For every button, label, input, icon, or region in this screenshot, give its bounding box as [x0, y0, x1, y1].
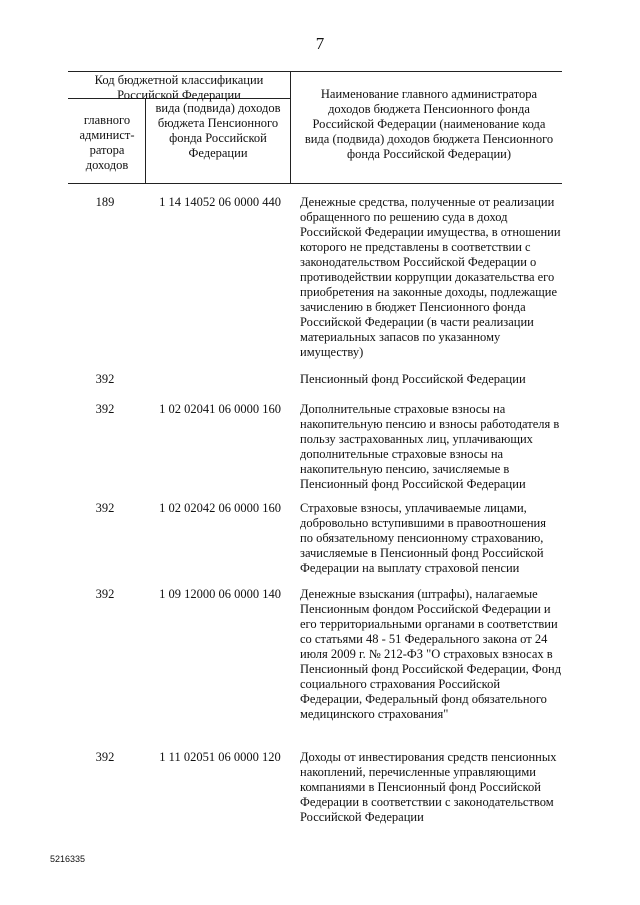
row-admin-code: 392 [95, 750, 115, 764]
row-name: Страховые взносы, уплачиваемые лицами, добровольно вступившими в правоотношения по обязательному пенсионному страхованию, зачисляемые в Пенсионный фонд Российской Федерации на выплату страховой пенсии [300, 501, 546, 575]
row-income-code: 1 02 02042 06 0000 160 [159, 501, 281, 515]
page-number: 7 [315, 34, 325, 53]
row-name: Пенсионный фонд Российской Федерации [300, 372, 526, 386]
header-divider-admin-code [145, 98, 146, 183]
header-bottom-rule [68, 183, 562, 184]
row-admin-code: 392 [95, 402, 115, 416]
row-admin-code: 392 [95, 587, 115, 601]
row-income-code: 1 11 02051 06 0000 120 [159, 750, 281, 764]
header-col-name: Наименование главного администратора доходов бюджета Пенсионного фонда Российской Федерации (наименование кода вида (подвида) доходов бюджета Пенсионного фонда Российской Федерации) [304, 87, 554, 161]
row-income-code: 1 09 12000 06 0000 140 [159, 587, 281, 601]
header-divider-code-name [290, 71, 291, 183]
row-income-code: 1 02 02041 06 0000 160 [159, 402, 281, 416]
header-col-admin: главного админист- ратора доходов [79, 113, 135, 172]
row-admin-code: 189 [95, 195, 115, 209]
row-name: Дополнительные страховые взносы на накопительную пенсию и взносы работодателя в пользу застрахованных лиц, уплачивающих дополнительные страховые взносы на накопительную пенсию, зачисляемые в Пенсионный фонд Российской Федерации [300, 402, 560, 491]
row-name: Денежные взыскания (штрафы), налагаемые Пенсионным фондом Российской Федерации и его территориальными органами в соответствии со статьями 48 - 51 Федерального закона от 24 июля 2009 г. № 212-ФЗ "О страховых взносах в Пенсионный фонд Российской Федерации, Фонд социального страхования Российской Федерации, Федеральный фонд обязательного медицинского страхования" [300, 587, 562, 721]
row-name: Доходы от инвестирования средств пенсионных накоплений, перечисленные управляющими компаниями в Пенсионный фонд Российской Федерации в соответствии с законодательством Российской Федерации [300, 750, 557, 824]
header-group-label: Код бюджетной классификации Российской Федерации [94, 73, 264, 102]
row-admin-code: 392 [95, 372, 115, 386]
header-top-rule [68, 71, 562, 72]
row-admin-code: 392 [95, 501, 115, 515]
row-income-code: 1 14 14052 06 0000 440 [159, 195, 281, 209]
row-name: Денежные средства, полученные от реализации обращенного по решению суда в доход Российской Федерации имущества, в отношении которого не представлены в соответствии с законодательством Российской Федерации о противодействии коррупции доказательства его приобретения на законные доходы, подлежащие зачислению в бюджет Пенсионного фонда Российской Федерации (в части реализации материальных запасов по указанному имуществу) [300, 195, 561, 359]
footer-document-code: 5216335 [50, 854, 86, 864]
header-col-code: вида (подвида) доходов бюджета Пенсионного фонда Российской Федерации [155, 101, 281, 160]
